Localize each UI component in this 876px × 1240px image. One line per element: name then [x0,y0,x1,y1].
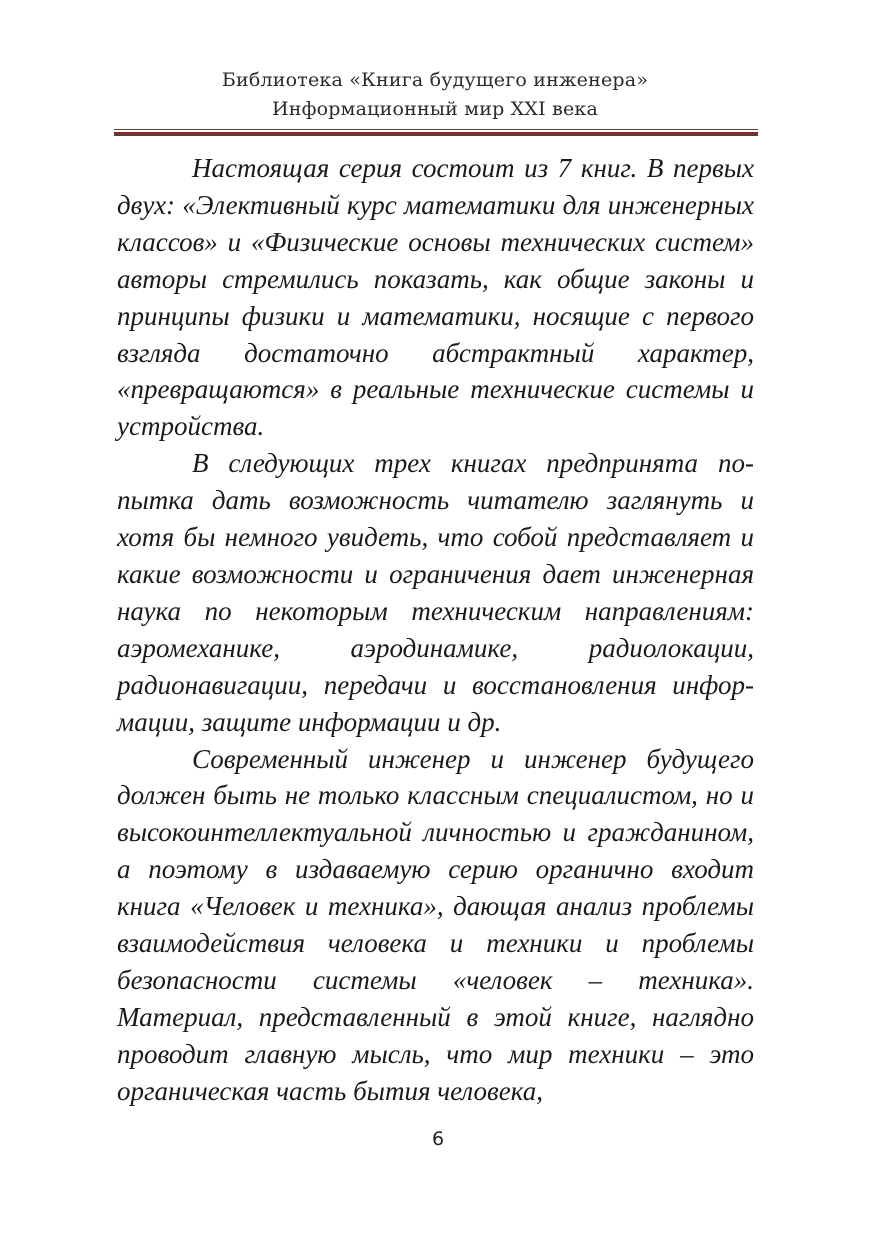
header-rule-thin [114,129,758,130]
page-number: 6 [431,1128,445,1150]
paragraph-2: В следующих трех книгах предпринята попытка дать возможность читателю заглянуть и хотя бы немного увидеть, что собой представляет и какие возможности и ограничения дает инженерная наука по некоторым техническим направлениям: аэромеханике, аэродинамике, радиолокации, радионавигации, передачи и восстановления информации, защите информации и др. [117,448,754,737]
header-book-title: Информационный мир XXI века [271,98,599,120]
header-series-title: Библиотека «Книга будущего инженера» [221,69,649,91]
paragraph-3: Современный инженер и инженер будущего должен быть не только классным специалистом, но и высокоинтеллектуальной личностью и гражданином, а поэтому в издаваемую серию органично входит книга «Человек и техника», дающая анализ проблемы взаимодействия человека и техники и проблемы безопасности системы «человек – техника». Материал, представленный в этой книге, наглядно проводит главную мысль, что мир техники – это органическая часть бытия человека, [117,743,754,1106]
paragraph-1: Настоящая серия состоит из 7 книг. В первых двух: «Элективный курс математики для инженерных классов» и «Физические основы технических систем» авторы стремились показать, как общие законы и принципы физики и математики, носящие с первого взгляда достаточно абстрактный характер, «превращаются» в реальные технические системы и устройства. [117,153,754,442]
running-header [112,66,758,124]
header-rule-thick [114,132,758,136]
main-text [117,150,754,1110]
